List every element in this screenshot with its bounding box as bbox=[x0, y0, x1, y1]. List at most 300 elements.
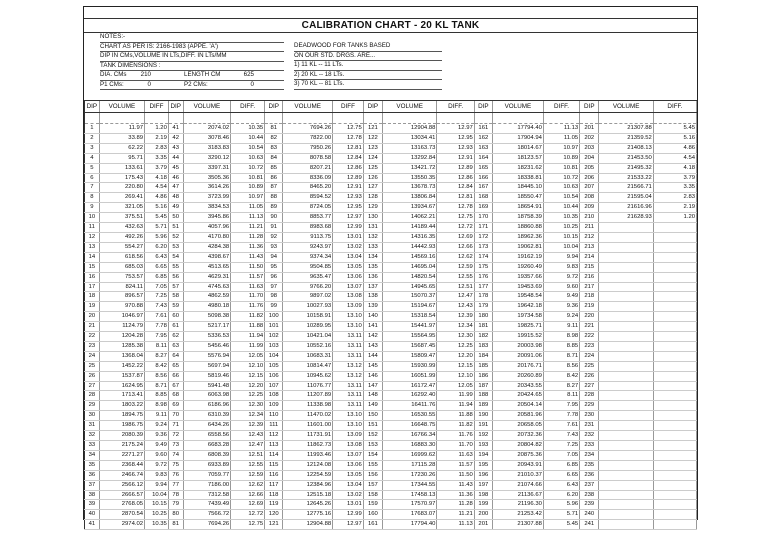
diff-cell: 12.91 bbox=[437, 153, 474, 163]
diff-cell: 6.65 bbox=[145, 262, 169, 272]
diff-cell: 11.28 bbox=[231, 232, 265, 242]
volume-cell: 9897.02 bbox=[283, 292, 333, 302]
column-header: DIFF. bbox=[231, 101, 265, 113]
dip-cell: 203 bbox=[580, 143, 599, 153]
diff-cell: 12.86 bbox=[333, 163, 364, 173]
table-row bbox=[85, 193, 697, 203]
volume-cell: 9113.75 bbox=[283, 232, 333, 242]
dip-cell: 6 bbox=[85, 173, 100, 183]
diff-cell: 12.72 bbox=[437, 223, 474, 233]
diff-cell: 12.69 bbox=[437, 232, 474, 242]
column-header: VOLUME bbox=[599, 101, 653, 113]
diff-cell: 7.95 bbox=[145, 332, 169, 342]
diff-cell: 11.76 bbox=[437, 431, 474, 441]
dip-cell: 105 bbox=[265, 361, 283, 371]
volume-cell: 1713.41 bbox=[99, 391, 144, 401]
volume-cell bbox=[599, 332, 653, 342]
spacer-row bbox=[85, 113, 697, 124]
dip-cell: 9 bbox=[85, 203, 100, 213]
volume-cell: 8465.20 bbox=[283, 183, 333, 193]
dip-cell: 18 bbox=[85, 292, 100, 302]
volume-cell: 753.57 bbox=[99, 272, 144, 282]
diff-cell: 2.83 bbox=[145, 143, 169, 153]
dip-cell: 84 bbox=[265, 153, 283, 163]
volume-cell: 10683.31 bbox=[283, 351, 333, 361]
dip-cell: 93 bbox=[265, 242, 283, 252]
volume-cell: 16883.30 bbox=[383, 441, 437, 451]
volume-cell: 18231.62 bbox=[492, 163, 543, 173]
volume-cell: 11338.98 bbox=[283, 401, 333, 411]
table-row bbox=[85, 431, 697, 441]
volume-cell: 21307.88 bbox=[492, 520, 543, 530]
dip-cell: 113 bbox=[265, 441, 283, 451]
diff-cell: 11.63 bbox=[437, 450, 474, 460]
dip-cell: 221 bbox=[580, 322, 599, 332]
volume-cell: 14062.21 bbox=[383, 213, 437, 223]
volume-cell: 7186.00 bbox=[183, 480, 231, 490]
dip-cell: 184 bbox=[474, 351, 492, 361]
dip-cell: 162 bbox=[474, 133, 492, 143]
spacer-cell bbox=[363, 113, 382, 124]
volume-cell: 12515.18 bbox=[283, 490, 333, 500]
dip-cell: 83 bbox=[265, 143, 283, 153]
diff-cell: 12.51 bbox=[437, 282, 474, 292]
table-row bbox=[85, 252, 697, 262]
dip-cell: 11 bbox=[85, 223, 100, 233]
dip-cell: 232 bbox=[580, 431, 599, 441]
volume-cell: 13163.73 bbox=[383, 143, 437, 153]
dip-cell: 139 bbox=[363, 302, 382, 312]
diff-cell: 12.20 bbox=[231, 381, 265, 391]
diff-cell bbox=[653, 361, 696, 371]
deadwood-line: 2) 20 KL -- 18 LTs. bbox=[294, 71, 442, 81]
diff-cell: 11.13 bbox=[437, 520, 474, 530]
spacer-cell bbox=[85, 113, 100, 124]
diff-cell: 5.45 bbox=[543, 520, 579, 530]
volume-cell: 2768.05 bbox=[99, 500, 144, 510]
dip-cell: 20 bbox=[85, 312, 100, 322]
dip-cell: 35 bbox=[85, 460, 100, 470]
dip-cell: 73 bbox=[168, 441, 183, 451]
diff-cell: 12.97 bbox=[333, 213, 364, 223]
dip-cell: 57 bbox=[168, 282, 183, 292]
diff-cell: 10.89 bbox=[543, 153, 579, 163]
volume-cell: 20732.36 bbox=[492, 431, 543, 441]
dip-cell: 44 bbox=[168, 153, 183, 163]
column-header: DIP bbox=[85, 101, 100, 113]
dip-cell: 95 bbox=[265, 262, 283, 272]
dip-cell: 96 bbox=[265, 272, 283, 282]
diff-cell bbox=[653, 302, 696, 312]
diff-cell bbox=[653, 351, 696, 361]
volume-cell: 13806.84 bbox=[383, 193, 437, 203]
diff-cell: 11.43 bbox=[231, 252, 265, 262]
volume-cell: 6683.28 bbox=[183, 441, 231, 451]
dip-cell: 37 bbox=[85, 480, 100, 490]
diff-cell: 4.86 bbox=[653, 143, 696, 153]
volume-cell: 18654.91 bbox=[492, 203, 543, 213]
diff-cell: 11.05 bbox=[231, 203, 265, 213]
volume-cell: 1285.38 bbox=[99, 341, 144, 351]
table-row bbox=[85, 223, 697, 233]
dip-cell: 41 bbox=[85, 520, 100, 530]
diff-cell: 12.91 bbox=[333, 183, 364, 193]
dip-cell: 25 bbox=[85, 361, 100, 371]
diff-cell: 11.82 bbox=[437, 421, 474, 431]
dip-cell: 80 bbox=[168, 510, 183, 520]
spacer-cell bbox=[333, 113, 364, 124]
dip-cell: 8 bbox=[85, 193, 100, 203]
volume-cell: 6808.39 bbox=[183, 450, 231, 460]
diff-cell: 12.30 bbox=[231, 401, 265, 411]
diff-cell: 7.78 bbox=[543, 411, 579, 421]
dip-cell: 116 bbox=[265, 470, 283, 480]
volume-cell: 62.22 bbox=[99, 143, 144, 153]
deadwood-line: 1) 11 KL -- 11 LTs. bbox=[294, 61, 442, 71]
diff-cell: 3.79 bbox=[145, 163, 169, 173]
volume-cell: 21196.30 bbox=[492, 500, 543, 510]
volume-cell bbox=[599, 302, 653, 312]
column-header: DIFF bbox=[333, 101, 364, 113]
dip-cell: 24 bbox=[85, 351, 100, 361]
diff-cell: 9.36 bbox=[145, 431, 169, 441]
dip-cell: 97 bbox=[265, 282, 283, 292]
dip-cell: 153 bbox=[363, 441, 382, 451]
diff-cell: 13.12 bbox=[333, 361, 364, 371]
diff-cell: 5.96 bbox=[543, 500, 579, 510]
spacer-cell bbox=[383, 113, 437, 124]
dip-cell: 233 bbox=[580, 441, 599, 451]
diff-cell bbox=[653, 232, 696, 242]
table-row bbox=[85, 242, 697, 252]
diff-cell: 10.72 bbox=[231, 163, 265, 173]
dip-cell: 213 bbox=[580, 242, 599, 252]
volume-cell: 2974.02 bbox=[99, 520, 144, 530]
p1-label: P1 CMs: bbox=[100, 80, 124, 88]
diff-cell: 10.81 bbox=[231, 173, 265, 183]
dip-cell: 149 bbox=[363, 401, 382, 411]
volume-cell: 11601.00 bbox=[283, 421, 333, 431]
spacer-cell bbox=[543, 113, 579, 124]
table-row bbox=[85, 332, 697, 342]
dip-cell: 231 bbox=[580, 421, 599, 431]
diff-cell: 12.97 bbox=[333, 520, 364, 530]
dip-cell: 34 bbox=[85, 450, 100, 460]
diff-cell: 8.11 bbox=[145, 341, 169, 351]
volume-cell: 17794.40 bbox=[383, 520, 437, 530]
calibration-sheet bbox=[83, 6, 698, 528]
table-row bbox=[85, 153, 697, 163]
dip-cell: 77 bbox=[168, 480, 183, 490]
volume-cell: 492.26 bbox=[99, 232, 144, 242]
column-header: VOLUME bbox=[183, 101, 231, 113]
notes-line: CHART AS PER IS: 2166-1983 (APPE. 'A') bbox=[100, 43, 284, 53]
dip-cell: 228 bbox=[580, 391, 599, 401]
table-row bbox=[85, 272, 697, 282]
diff-cell bbox=[653, 262, 696, 272]
dimension-row bbox=[100, 71, 284, 81]
dip-cell: 158 bbox=[363, 490, 382, 500]
dip-cell: 216 bbox=[580, 272, 599, 282]
volume-cell: 19453.69 bbox=[492, 282, 543, 292]
diff-cell: 13.06 bbox=[333, 460, 364, 470]
spacer-cell bbox=[474, 113, 492, 124]
diff-cell: 12.20 bbox=[437, 351, 474, 361]
dip-cell: 58 bbox=[168, 292, 183, 302]
diff-cell: 13.10 bbox=[333, 411, 364, 421]
dip-cell: 238 bbox=[580, 490, 599, 500]
diff-cell: 13.08 bbox=[333, 441, 364, 451]
volume-cell: 5819.46 bbox=[183, 371, 231, 381]
dip-cell: 167 bbox=[474, 183, 492, 193]
volume-cell: 5697.94 bbox=[183, 361, 231, 371]
dip-cell: 170 bbox=[474, 213, 492, 223]
table-row bbox=[85, 361, 697, 371]
table-row bbox=[85, 500, 697, 510]
volume-cell bbox=[599, 490, 653, 500]
diff-cell: 10.44 bbox=[231, 133, 265, 143]
diff-cell: 13.08 bbox=[333, 292, 364, 302]
dip-cell: 128 bbox=[363, 193, 382, 203]
volume-cell: 4629.31 bbox=[183, 272, 231, 282]
table-row bbox=[85, 441, 697, 451]
diff-cell: 13.11 bbox=[333, 351, 364, 361]
dip-cell: 52 bbox=[168, 232, 183, 242]
diff-cell: 3.79 bbox=[653, 173, 696, 183]
dip-cell: 186 bbox=[474, 371, 492, 381]
dip-cell: 33 bbox=[85, 441, 100, 451]
volume-cell: 8336.09 bbox=[283, 173, 333, 183]
diff-cell bbox=[653, 401, 696, 411]
diff-cell: 13.09 bbox=[333, 431, 364, 441]
dip-cell: 22 bbox=[85, 332, 100, 342]
dip-cell: 43 bbox=[168, 143, 183, 153]
volume-cell: 1046.97 bbox=[99, 312, 144, 322]
volume-cell: 269.41 bbox=[99, 193, 144, 203]
diff-cell: 4.18 bbox=[653, 163, 696, 173]
diff-cell: 13.01 bbox=[333, 232, 364, 242]
volume-cell bbox=[599, 401, 653, 411]
dip-cell: 168 bbox=[474, 193, 492, 203]
volume-cell: 9766.20 bbox=[283, 282, 333, 292]
table-row bbox=[85, 341, 697, 351]
spacer-cell bbox=[145, 113, 169, 124]
diff-cell: 9.94 bbox=[543, 252, 579, 262]
diff-cell: 12.25 bbox=[231, 391, 265, 401]
dip-cell: 227 bbox=[580, 381, 599, 391]
diff-cell: 10.15 bbox=[145, 500, 169, 510]
table-row bbox=[85, 262, 697, 272]
dia-label: DIA. CMs bbox=[100, 71, 127, 78]
diff-cell: 5.45 bbox=[145, 213, 169, 223]
diff-cell: 4.86 bbox=[145, 193, 169, 203]
volume-cell: 21495.32 bbox=[599, 163, 653, 173]
dip-cell: 60 bbox=[168, 312, 183, 322]
dip-cell: 202 bbox=[580, 133, 599, 143]
volume-cell bbox=[599, 272, 653, 282]
diff-cell bbox=[653, 272, 696, 282]
dip-cell: 32 bbox=[85, 431, 100, 441]
volume-cell: 13678.73 bbox=[383, 183, 437, 193]
volume-cell bbox=[599, 292, 653, 302]
diff-cell: 8.42 bbox=[145, 361, 169, 371]
volume-cell: 16999.62 bbox=[383, 450, 437, 460]
dip-cell: 132 bbox=[363, 232, 382, 242]
volume-cell: 824.11 bbox=[99, 282, 144, 292]
diff-cell: 8.42 bbox=[543, 371, 579, 381]
dip-cell: 209 bbox=[580, 203, 599, 213]
dip-cell: 98 bbox=[265, 292, 283, 302]
dip-cell: 81 bbox=[168, 520, 183, 530]
diff-cell: 11.88 bbox=[231, 322, 265, 332]
volume-cell: 21616.96 bbox=[599, 203, 653, 213]
volume-cell: 21136.67 bbox=[492, 490, 543, 500]
dip-cell: 122 bbox=[363, 133, 382, 143]
diff-cell: 13.10 bbox=[333, 421, 364, 431]
volume-cell: 7059.77 bbox=[183, 470, 231, 480]
volume-cell: 3614.26 bbox=[183, 183, 231, 193]
dip-cell: 235 bbox=[580, 460, 599, 470]
diff-cell: 6.43 bbox=[145, 252, 169, 262]
dip-cell: 142 bbox=[363, 332, 382, 342]
diff-cell bbox=[653, 490, 696, 500]
dip-cell: 23 bbox=[85, 341, 100, 351]
volume-cell: 20091.06 bbox=[492, 351, 543, 361]
table-row bbox=[85, 203, 697, 213]
diff-cell: 13.04 bbox=[333, 480, 364, 490]
dip-cell: 194 bbox=[474, 450, 492, 460]
volume-cell: 12645.26 bbox=[283, 500, 333, 510]
diff-cell: 11.63 bbox=[231, 282, 265, 292]
volume-cell bbox=[599, 480, 653, 490]
dip-cell: 92 bbox=[265, 232, 283, 242]
volume-cell: 11207.89 bbox=[283, 391, 333, 401]
diff-cell bbox=[653, 223, 696, 233]
diff-cell: 10.97 bbox=[231, 193, 265, 203]
dip-cell: 117 bbox=[265, 480, 283, 490]
diff-cell: 8.71 bbox=[543, 351, 579, 361]
volume-cell: 20003.98 bbox=[492, 341, 543, 351]
dip-cell: 38 bbox=[85, 490, 100, 500]
spacer-cell bbox=[99, 113, 144, 124]
diff-cell: 9.60 bbox=[543, 282, 579, 292]
diff-cell: 3.35 bbox=[653, 183, 696, 193]
dip-cell: 28 bbox=[85, 391, 100, 401]
dip-cell: 157 bbox=[363, 480, 382, 490]
volume-cell: 432.63 bbox=[99, 223, 144, 233]
volume-cell: 12384.96 bbox=[283, 480, 333, 490]
diff-cell: 12.15 bbox=[231, 371, 265, 381]
diff-cell: 11.13 bbox=[231, 213, 265, 223]
diff-cell: 10.89 bbox=[231, 183, 265, 193]
dip-cell: 48 bbox=[168, 193, 183, 203]
diff-cell: 13.11 bbox=[333, 381, 364, 391]
dip-cell: 175 bbox=[474, 262, 492, 272]
volume-cell: 1894.75 bbox=[99, 411, 144, 421]
volume-cell: 1368.04 bbox=[99, 351, 144, 361]
table-row bbox=[85, 510, 697, 520]
dip-cell: 51 bbox=[168, 223, 183, 233]
length-value: 625 bbox=[243, 71, 254, 78]
notes-label: NOTES:- bbox=[100, 33, 284, 43]
diff-cell: 12.93 bbox=[333, 193, 364, 203]
diff-cell: 10.25 bbox=[543, 223, 579, 233]
dip-cell: 79 bbox=[168, 500, 183, 510]
diff-cell: 10.72 bbox=[543, 173, 579, 183]
diff-cell: 4.18 bbox=[145, 173, 169, 183]
volume-cell: 16766.34 bbox=[383, 431, 437, 441]
volume-cell: 21453.50 bbox=[599, 153, 653, 163]
volume-cell: 16292.40 bbox=[383, 391, 437, 401]
volume-cell: 4170.80 bbox=[183, 232, 231, 242]
diff-cell: 7.43 bbox=[543, 431, 579, 441]
volume-cell: 896.57 bbox=[99, 292, 144, 302]
diff-cell: 12.93 bbox=[437, 143, 474, 153]
volume-cell: 13034.41 bbox=[383, 133, 437, 143]
volume-cell: 1803.22 bbox=[99, 401, 144, 411]
diff-cell: 8.56 bbox=[145, 371, 169, 381]
diff-cell: 12.15 bbox=[437, 361, 474, 371]
diff-cell: 13.06 bbox=[333, 272, 364, 282]
column-header: VOLUME bbox=[283, 101, 333, 113]
volume-cell: 4862.59 bbox=[183, 292, 231, 302]
dip-cell: 208 bbox=[580, 193, 599, 203]
diff-cell: 12.66 bbox=[231, 490, 265, 500]
volume-cell: 15809.47 bbox=[383, 351, 437, 361]
dip-cell: 30 bbox=[85, 411, 100, 421]
dip-cell: 150 bbox=[363, 411, 382, 421]
diff-cell: 7.61 bbox=[145, 312, 169, 322]
diff-cell: 12.10 bbox=[231, 361, 265, 371]
volume-cell bbox=[599, 223, 653, 233]
diff-cell bbox=[653, 371, 696, 381]
diff-cell: 11.99 bbox=[231, 341, 265, 351]
volume-cell: 12904.88 bbox=[383, 124, 437, 134]
dip-cell: 65 bbox=[168, 361, 183, 371]
volume-cell: 20804.82 bbox=[492, 441, 543, 451]
diff-cell: 12.78 bbox=[333, 133, 364, 143]
volume-cell: 20658.05 bbox=[492, 421, 543, 431]
dip-cell: 101 bbox=[265, 322, 283, 332]
notes-line: DIP IN CMs,VOLUME IN LTs,DIFF. IN LTs/MM bbox=[100, 52, 284, 62]
diff-cell: 13.05 bbox=[333, 470, 364, 480]
dip-cell: 185 bbox=[474, 361, 492, 371]
dip-cell: 72 bbox=[168, 431, 183, 441]
dip-cell: 148 bbox=[363, 391, 382, 401]
volume-cell: 10814.47 bbox=[283, 361, 333, 371]
diff-cell: 7.95 bbox=[543, 401, 579, 411]
diff-cell: 7.05 bbox=[543, 450, 579, 460]
column-header: VOLUME bbox=[383, 101, 437, 113]
diff-cell: 12.81 bbox=[437, 193, 474, 203]
volume-cell bbox=[599, 282, 653, 292]
dip-cell: 219 bbox=[580, 302, 599, 312]
volume-cell: 375.51 bbox=[99, 213, 144, 223]
diff-cell: 10.04 bbox=[543, 242, 579, 252]
diff-cell: 5.16 bbox=[145, 203, 169, 213]
diff-cell: 13.07 bbox=[333, 282, 364, 292]
volume-cell: 18445.10 bbox=[492, 183, 543, 193]
volume-cell: 14695.04 bbox=[383, 262, 437, 272]
volume-cell: 33.89 bbox=[99, 133, 144, 143]
volume-cell: 8724.05 bbox=[283, 203, 333, 213]
diff-cell: 13.11 bbox=[333, 401, 364, 411]
diff-cell: 11.50 bbox=[231, 262, 265, 272]
diff-cell: 11.70 bbox=[437, 441, 474, 451]
dip-cell: 159 bbox=[363, 500, 382, 510]
dip-cell: 76 bbox=[168, 470, 183, 480]
dip-cell: 133 bbox=[363, 242, 382, 252]
